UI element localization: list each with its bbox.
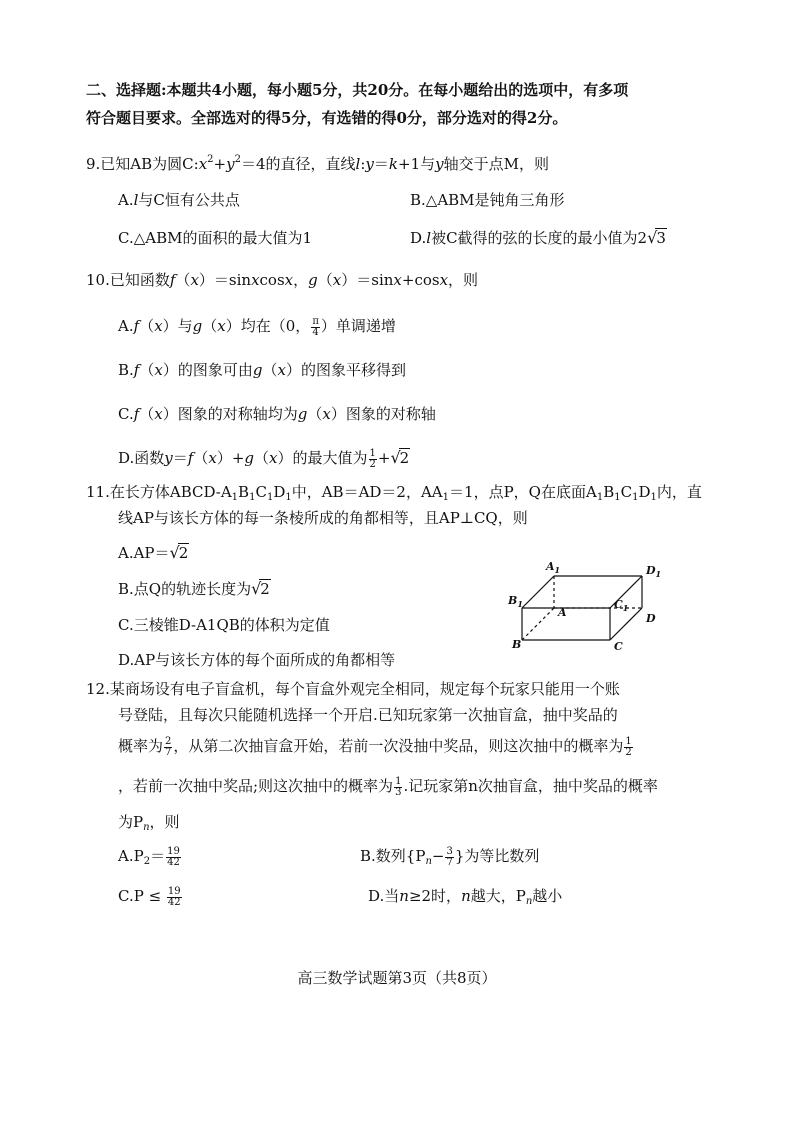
q12-stem-line4: ，若前一次抽中奖品;则这次抽中的概率为 $\frac{1}{3}$ .记玩家第n次抽盲盒，抽中奖品的概率 bbox=[118, 775, 658, 798]
label-b1: $B_1$ bbox=[508, 594, 523, 609]
q10-option-c: C.f（x）图象的对称轴均为g（x）图象的对称轴 bbox=[118, 405, 436, 423]
label-d: D bbox=[646, 612, 656, 625]
label-c: C bbox=[614, 640, 623, 653]
q12-stem-line5: 为$P_n$，则 bbox=[118, 813, 180, 833]
label-c1: $C_1$ bbox=[614, 598, 629, 613]
q9-option-b: B.△ABM是钝角三角形 bbox=[410, 191, 565, 209]
label-a: A bbox=[558, 606, 567, 619]
q12-option-d: D.当n≥2时，n越大，$P_n$越小 bbox=[368, 887, 563, 907]
q11-option-c: C.三棱锥D-A1QB的体积为定值 bbox=[118, 616, 330, 634]
q11-stem-line1: 11.在长方体ABCD-$A_1B_1C_1D_1$中，AB＝AD＝2，$AA_1=1$，点P，Q在底面$A_1B_1C_1D_1$内，直 bbox=[86, 483, 702, 503]
q11-option-a: A.AP＝√2 bbox=[118, 543, 189, 562]
q11-option-d: D.AP与该长方体的每个面所成的角都相等 bbox=[118, 651, 396, 669]
q11-option-b: B.点Q的轨迹长度为√2 bbox=[118, 579, 270, 598]
section-header-line2: 符合题目要求。全部选对的得5分，有选错的得0分，部分选对的得2分。 bbox=[86, 109, 568, 127]
q9-option-c: C.△ABM的面积的最大值为1 bbox=[118, 229, 313, 247]
q9-stem: 9.已知AB为圆$C:x^2+y^2=4$的直径，直线l:y＝k+1与y轴交于点M，则 bbox=[86, 154, 549, 173]
section-header-line1: 二、选择题:本题共4小题，每小题5分，共20分。在每小题给出的选项中，有多项 bbox=[86, 81, 629, 99]
label-a1: $A_1$ bbox=[546, 560, 561, 575]
q9-option-a: A.l与C恒有公共点 bbox=[118, 191, 240, 209]
q12-option-a: $A.P_2=$ $\frac{19}{42}$ bbox=[118, 845, 180, 868]
label-d1: $D_1$ bbox=[646, 564, 662, 579]
q12-stem-line2: 号登陆，且每次只能随机选择一个开启.已知玩家第一次抽盲盒，抽中奖品的 bbox=[118, 706, 618, 724]
q12-stem-line3: 概率为 $\frac{2}{7}$ ，从第二次抽盲盒开始，若前一次没抽中奖品，则这次抽中的概率为 $\frac{1}{2}$ bbox=[118, 735, 632, 758]
page-footer: 高三数学试题第3页（共8页） bbox=[297, 969, 497, 987]
q12-option-c: C.P ≤ $\frac{19}{42}$ bbox=[118, 885, 181, 908]
q12-option-b: B.数列{$P_n-$ $\frac{3}{7}$ }为等比数列 bbox=[360, 845, 540, 868]
cuboid-figure bbox=[500, 558, 680, 658]
q9-option-d: D.l被C截得的弦的长度的最小值为2√3 bbox=[410, 228, 666, 247]
q11-stem-line2: 线AP与该长方体的每一条棱所成的角都相等，且AP⊥CQ，则 bbox=[118, 509, 528, 527]
label-b: B bbox=[512, 638, 522, 651]
q12-stem-line1: 12.某商场设有电子盲盒机，每个盲盒外观完全相同，规定每个玩家只能用一个账 bbox=[86, 680, 620, 698]
q10-option-b: B.f（x）的图象可由g（x）的图象平移得到 bbox=[118, 361, 406, 379]
q10-stem: 10.已知函数f（x）＝sinxcosx，g（x）＝sinx+cosx，则 bbox=[86, 271, 479, 289]
q10-option-d: D.函数y＝f（x）+g（x）的最大值为 $\frac{1}{2}$ +√2 bbox=[118, 447, 410, 470]
q10-option-a: A.f（x）与g（x）均在（0， $\frac{\pi}{4}$ ）单调递增 bbox=[118, 315, 396, 338]
